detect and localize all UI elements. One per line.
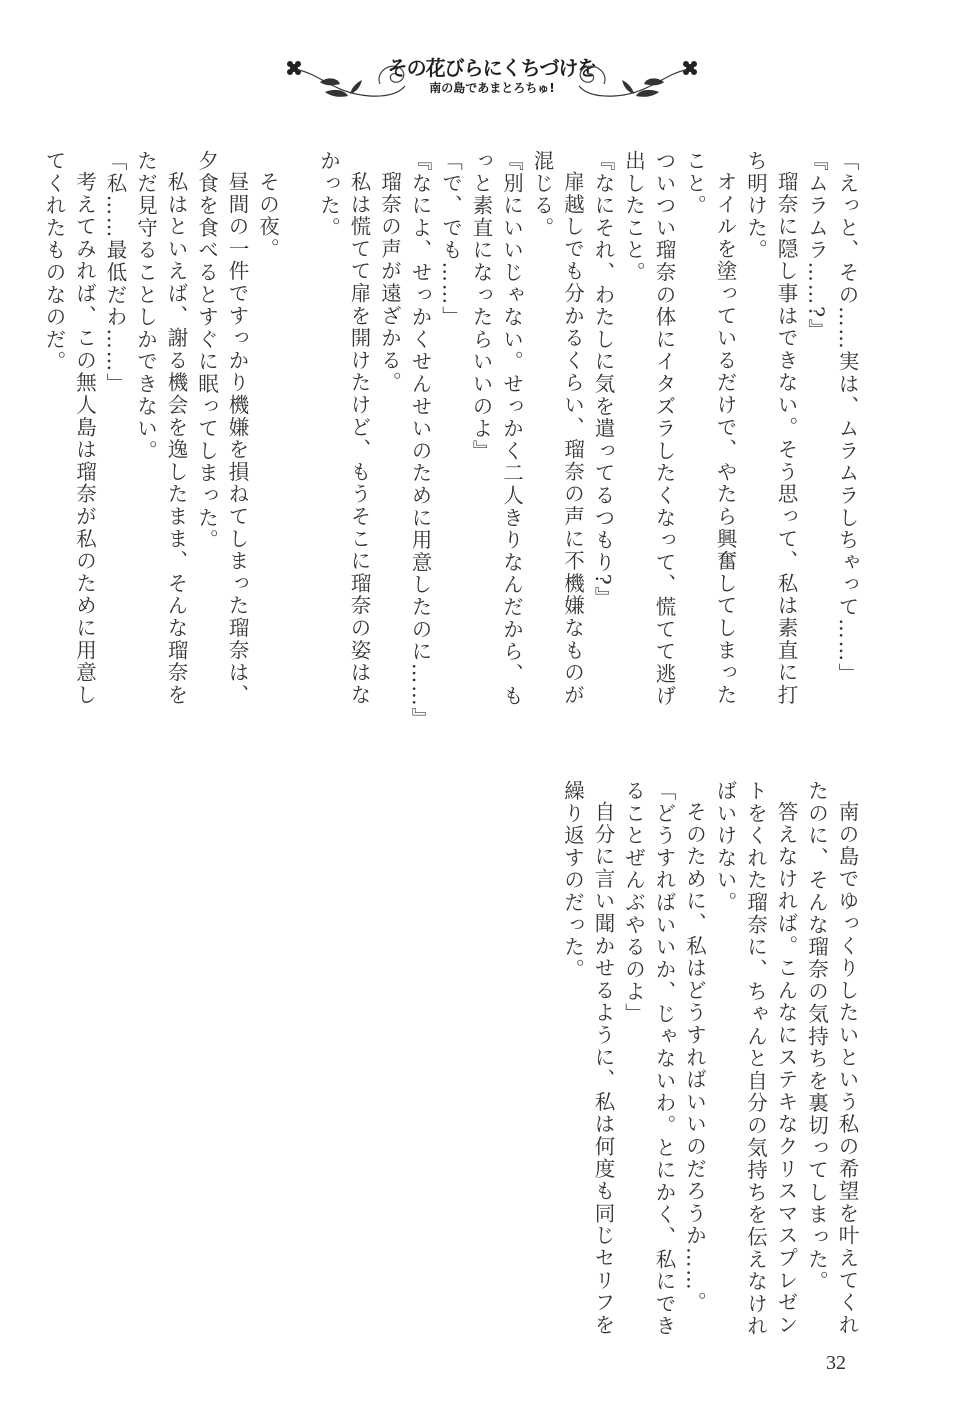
paragraph: 昼間の一件ですっかり機嫌を損ねてしまった瑠奈は、夕食を食べるとすぐに眠ってしまった。 (194, 150, 249, 706)
paragraph: 「で、でも……」 (438, 150, 463, 329)
paragraph: 答えなければ。こんなにステキなクリスマスプレゼントをくれた瑠奈に、ちゃんと自分の気持ちを伝えなければいけない。 (713, 780, 798, 1338)
paragraph: オイルを塗っているだけで、やたら興奮してしまったこと。 (682, 150, 737, 706)
paragraph: 『なによ、せっかくせんせいのために用意したのに……』 (408, 150, 432, 730)
paragraph: 瑠奈の声が遠ざかる。 (377, 170, 402, 394)
paragraph: 「えっと、その……実は、ムラムラしちゃって……」 (835, 150, 859, 686)
paragraph: ついつい瑠奈の体にイタズラしたくなって、慌てて逃げ出したこと。 (621, 150, 676, 708)
upper-text-block (39, 150, 863, 730)
lower-text-block (557, 780, 862, 1340)
page-number: 32 (826, 1352, 846, 1374)
paragraph: 自分に言い聞かせるように、私は何度も同じセリフを繰り返すのだった。 (560, 780, 615, 1336)
paragraph: 南の島でゆっくりしたいという私の希望を叶えてくれたのに、そんな瑠奈の気持ちを裏切ってしまった。 (804, 780, 859, 1336)
book-subtitle: 南の島であまとろちゅ! (429, 81, 555, 95)
paragraph: その夜。 (255, 170, 280, 260)
paragraph: 考えてみれば、この無人島は瑠奈が私のために用意してくれたものなのだ。 (42, 150, 97, 706)
paragraph: 『別にいいじゃない。せっかく二人きりなんだから、もっと素直になったらいいのよ』 (469, 150, 524, 708)
paragraph: そのために、私はどうすればいいのだろうか……。 (682, 800, 707, 1314)
page-header (272, 48, 712, 118)
paragraph: 私は慌てて扉を開けたけど、もうそこに瑠奈の姿はなかった。 (316, 150, 371, 706)
flower-vine-ornament-icon (564, 54, 704, 104)
paragraph: 『ムラムラ……?』 (804, 150, 829, 342)
paragraph: 「どうすればいいか、じゃないわ。とにかく、私にできることぜんぶやるのよ」 (621, 780, 676, 1338)
blank-line (283, 150, 314, 720)
paragraph: 「私……最低だわ……」 (103, 150, 127, 396)
paragraph: 扉越しでも分かるくらい、瑠奈の声に不機嫌なものが混じる。 (530, 150, 585, 706)
paragraph: 私はといえば、謝る機会を逸したまま、そんな瑠奈をただ見守ることしかできない。 (133, 150, 188, 706)
paragraph: 瑠奈に隠し事はできない。そう思って、私は素直に打ち明けた。 (743, 150, 798, 706)
paragraph: 『なにそれ、わたしに気を遣ってるつもり?』 (591, 150, 615, 609)
book-title: その花びらにくちづけを (387, 56, 597, 80)
